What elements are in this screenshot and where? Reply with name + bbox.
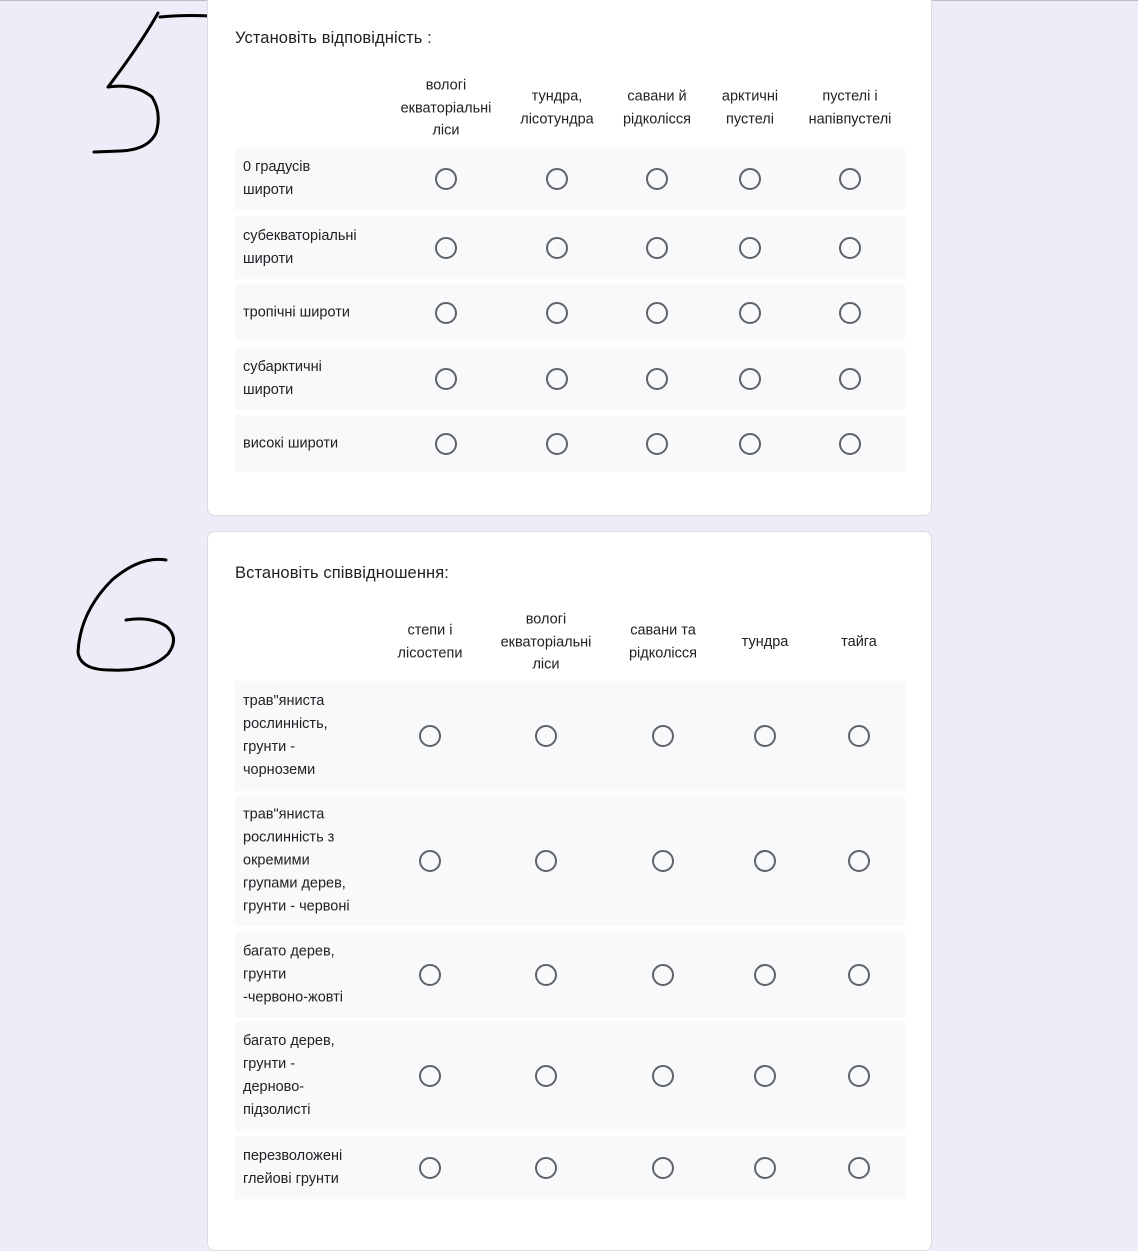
column-header: [841, 631, 877, 654]
radio-button[interactable]: [419, 1065, 441, 1087]
row-label-line: перезволожені: [243, 1147, 343, 1164]
radio-button[interactable]: [535, 1065, 557, 1087]
grid-row: [235, 147, 905, 210]
column-header-line: вологі: [525, 611, 567, 628]
radio-button[interactable]: [646, 302, 668, 324]
radio-button[interactable]: [435, 368, 457, 390]
column-header-line: тундра,: [531, 88, 583, 105]
question-title: Установіть відповідність :: [235, 29, 432, 47]
row-label: [243, 432, 383, 455]
column-header-line: рідколісся: [628, 645, 698, 661]
grid-row: [235, 415, 905, 472]
row-label-line: окремими: [243, 852, 310, 868]
radio-button[interactable]: [546, 237, 568, 259]
column-header-line: тундра: [741, 633, 789, 650]
radio-button[interactable]: [652, 1065, 674, 1087]
radio-button[interactable]: [754, 1157, 776, 1179]
radio-button[interactable]: [848, 725, 870, 747]
column-header-line: напівпустелі: [808, 111, 892, 127]
radio-button[interactable]: [646, 168, 668, 190]
column-header-line: лісостепи: [397, 645, 463, 661]
row-label-line: підзолисті: [243, 1102, 311, 1118]
column-header: [809, 86, 892, 131]
radio-button[interactable]: [546, 368, 568, 390]
radio-button[interactable]: [754, 964, 776, 986]
radio-button[interactable]: [739, 302, 761, 324]
radio-button[interactable]: [652, 725, 674, 747]
radio-button[interactable]: [839, 302, 861, 324]
radio-button[interactable]: [739, 433, 761, 455]
radio-button[interactable]: [848, 964, 870, 986]
row-label: [243, 225, 383, 271]
row-label: [243, 156, 383, 202]
column-header-line: степи і: [407, 622, 453, 639]
column-header: [520, 86, 594, 131]
column-header-line: лісотундра: [520, 111, 594, 127]
radio-button[interactable]: [839, 433, 861, 455]
row-label: [243, 301, 383, 324]
row-label-line: широти: [243, 381, 294, 398]
row-label-line: -червоно-жовті: [243, 989, 344, 1005]
radio-button[interactable]: [652, 1157, 674, 1179]
radio-button[interactable]: [435, 237, 457, 259]
row-label-line: групами дерев,: [243, 875, 346, 891]
radio-button[interactable]: [839, 168, 861, 190]
column-header: [623, 86, 691, 131]
column-header-line: рідколісся: [622, 111, 692, 127]
grid-row: [235, 347, 905, 410]
radio-button[interactable]: [646, 368, 668, 390]
row-label-line: грунти: [243, 966, 287, 982]
row-label-line: трав"яниста: [243, 693, 325, 709]
radio-button[interactable]: [546, 433, 568, 455]
row-label: [243, 356, 383, 402]
radio-button[interactable]: [535, 1157, 557, 1179]
row-label-line: грунти -: [243, 1056, 296, 1072]
row-label-line: рослинність,: [243, 716, 328, 732]
radio-button[interactable]: [652, 850, 674, 872]
grid-row: [235, 1021, 905, 1131]
row-label: [243, 1030, 383, 1122]
row-label: [243, 690, 383, 782]
radio-button[interactable]: [754, 1065, 776, 1087]
radio-button[interactable]: [848, 1157, 870, 1179]
column-header-line: тайга: [841, 633, 877, 650]
row-label-line: субекваторіальні: [243, 227, 357, 244]
column-header: [401, 74, 492, 142]
row-label-line: багато дерев,: [243, 943, 335, 959]
radio-button[interactable]: [419, 850, 441, 872]
radio-button[interactable]: [739, 368, 761, 390]
row-label-line: глейові грунти: [243, 1170, 339, 1187]
radio-button[interactable]: [435, 168, 457, 190]
column-header-line: ліси: [532, 656, 560, 673]
radio-button[interactable]: [848, 1065, 870, 1087]
column-header: [398, 620, 463, 665]
row-label-line: грунти - червоні: [243, 898, 350, 914]
radio-button[interactable]: [435, 302, 457, 324]
column-header-line: пустелі і: [822, 88, 878, 105]
row-label-line: чорноземи: [243, 762, 316, 778]
column-header: [629, 620, 697, 665]
column-header-line: екваторіальні: [500, 633, 592, 650]
row-label-line: дерново-: [243, 1079, 305, 1095]
row-label-line: субарктичні: [243, 358, 322, 375]
radio-button[interactable]: [646, 237, 668, 259]
grid-row: [235, 931, 905, 1018]
row-label-line: багато дерев,: [243, 1033, 335, 1049]
grid-row: [235, 284, 905, 341]
row-label: [243, 803, 383, 918]
radio-button[interactable]: [839, 237, 861, 259]
radio-button[interactable]: [419, 725, 441, 747]
column-header-line: екваторіальні: [400, 99, 492, 116]
row-label-line: рослинність з: [243, 829, 335, 845]
radio-button[interactable]: [848, 850, 870, 872]
radio-button[interactable]: [839, 368, 861, 390]
grid-row: [235, 795, 905, 926]
radio-button[interactable]: [419, 1157, 441, 1179]
radio-button[interactable]: [419, 964, 441, 986]
grid-row: [235, 216, 905, 279]
column-header: [501, 608, 592, 676]
radio-button[interactable]: [739, 237, 761, 259]
radio-button[interactable]: [535, 850, 557, 872]
column-header-line: савани й: [627, 88, 687, 105]
grid-row: [235, 681, 905, 791]
row-label-line: широти: [243, 181, 294, 198]
question-title: Встановіть співвідношення:: [235, 564, 449, 582]
radio-button[interactable]: [739, 168, 761, 190]
handwritten-number-6: [70, 550, 190, 680]
radio-button[interactable]: [535, 964, 557, 986]
radio-button[interactable]: [535, 725, 557, 747]
radio-button[interactable]: [754, 850, 776, 872]
radio-button[interactable]: [546, 302, 568, 324]
column-header-line: арктичні: [721, 88, 779, 105]
radio-button[interactable]: [652, 964, 674, 986]
row-label-line: трав"яниста: [243, 806, 325, 822]
column-header-line: пустелі: [726, 111, 774, 127]
row-label-line: грунти -: [243, 739, 296, 755]
column-header-line: вологі: [425, 77, 467, 94]
row-label-line: високі широти: [243, 435, 339, 451]
radio-button[interactable]: [546, 168, 568, 190]
grid-row: [235, 1136, 905, 1199]
question-card-2: [207, 531, 932, 1251]
row-label-line: 0 градусів: [243, 158, 311, 175]
column-header: [722, 86, 778, 131]
radio-button[interactable]: [646, 433, 668, 455]
column-header-line: савани та: [630, 622, 696, 639]
question-card-1: [207, 0, 932, 516]
row-label: [243, 940, 383, 1009]
radio-button[interactable]: [435, 433, 457, 455]
column-header-line: ліси: [432, 122, 460, 139]
row-label-line: тропічні широти: [243, 304, 350, 320]
radio-button[interactable]: [754, 725, 776, 747]
row-label: [243, 1145, 383, 1191]
column-header: [742, 631, 789, 654]
row-label-line: широти: [243, 250, 294, 267]
